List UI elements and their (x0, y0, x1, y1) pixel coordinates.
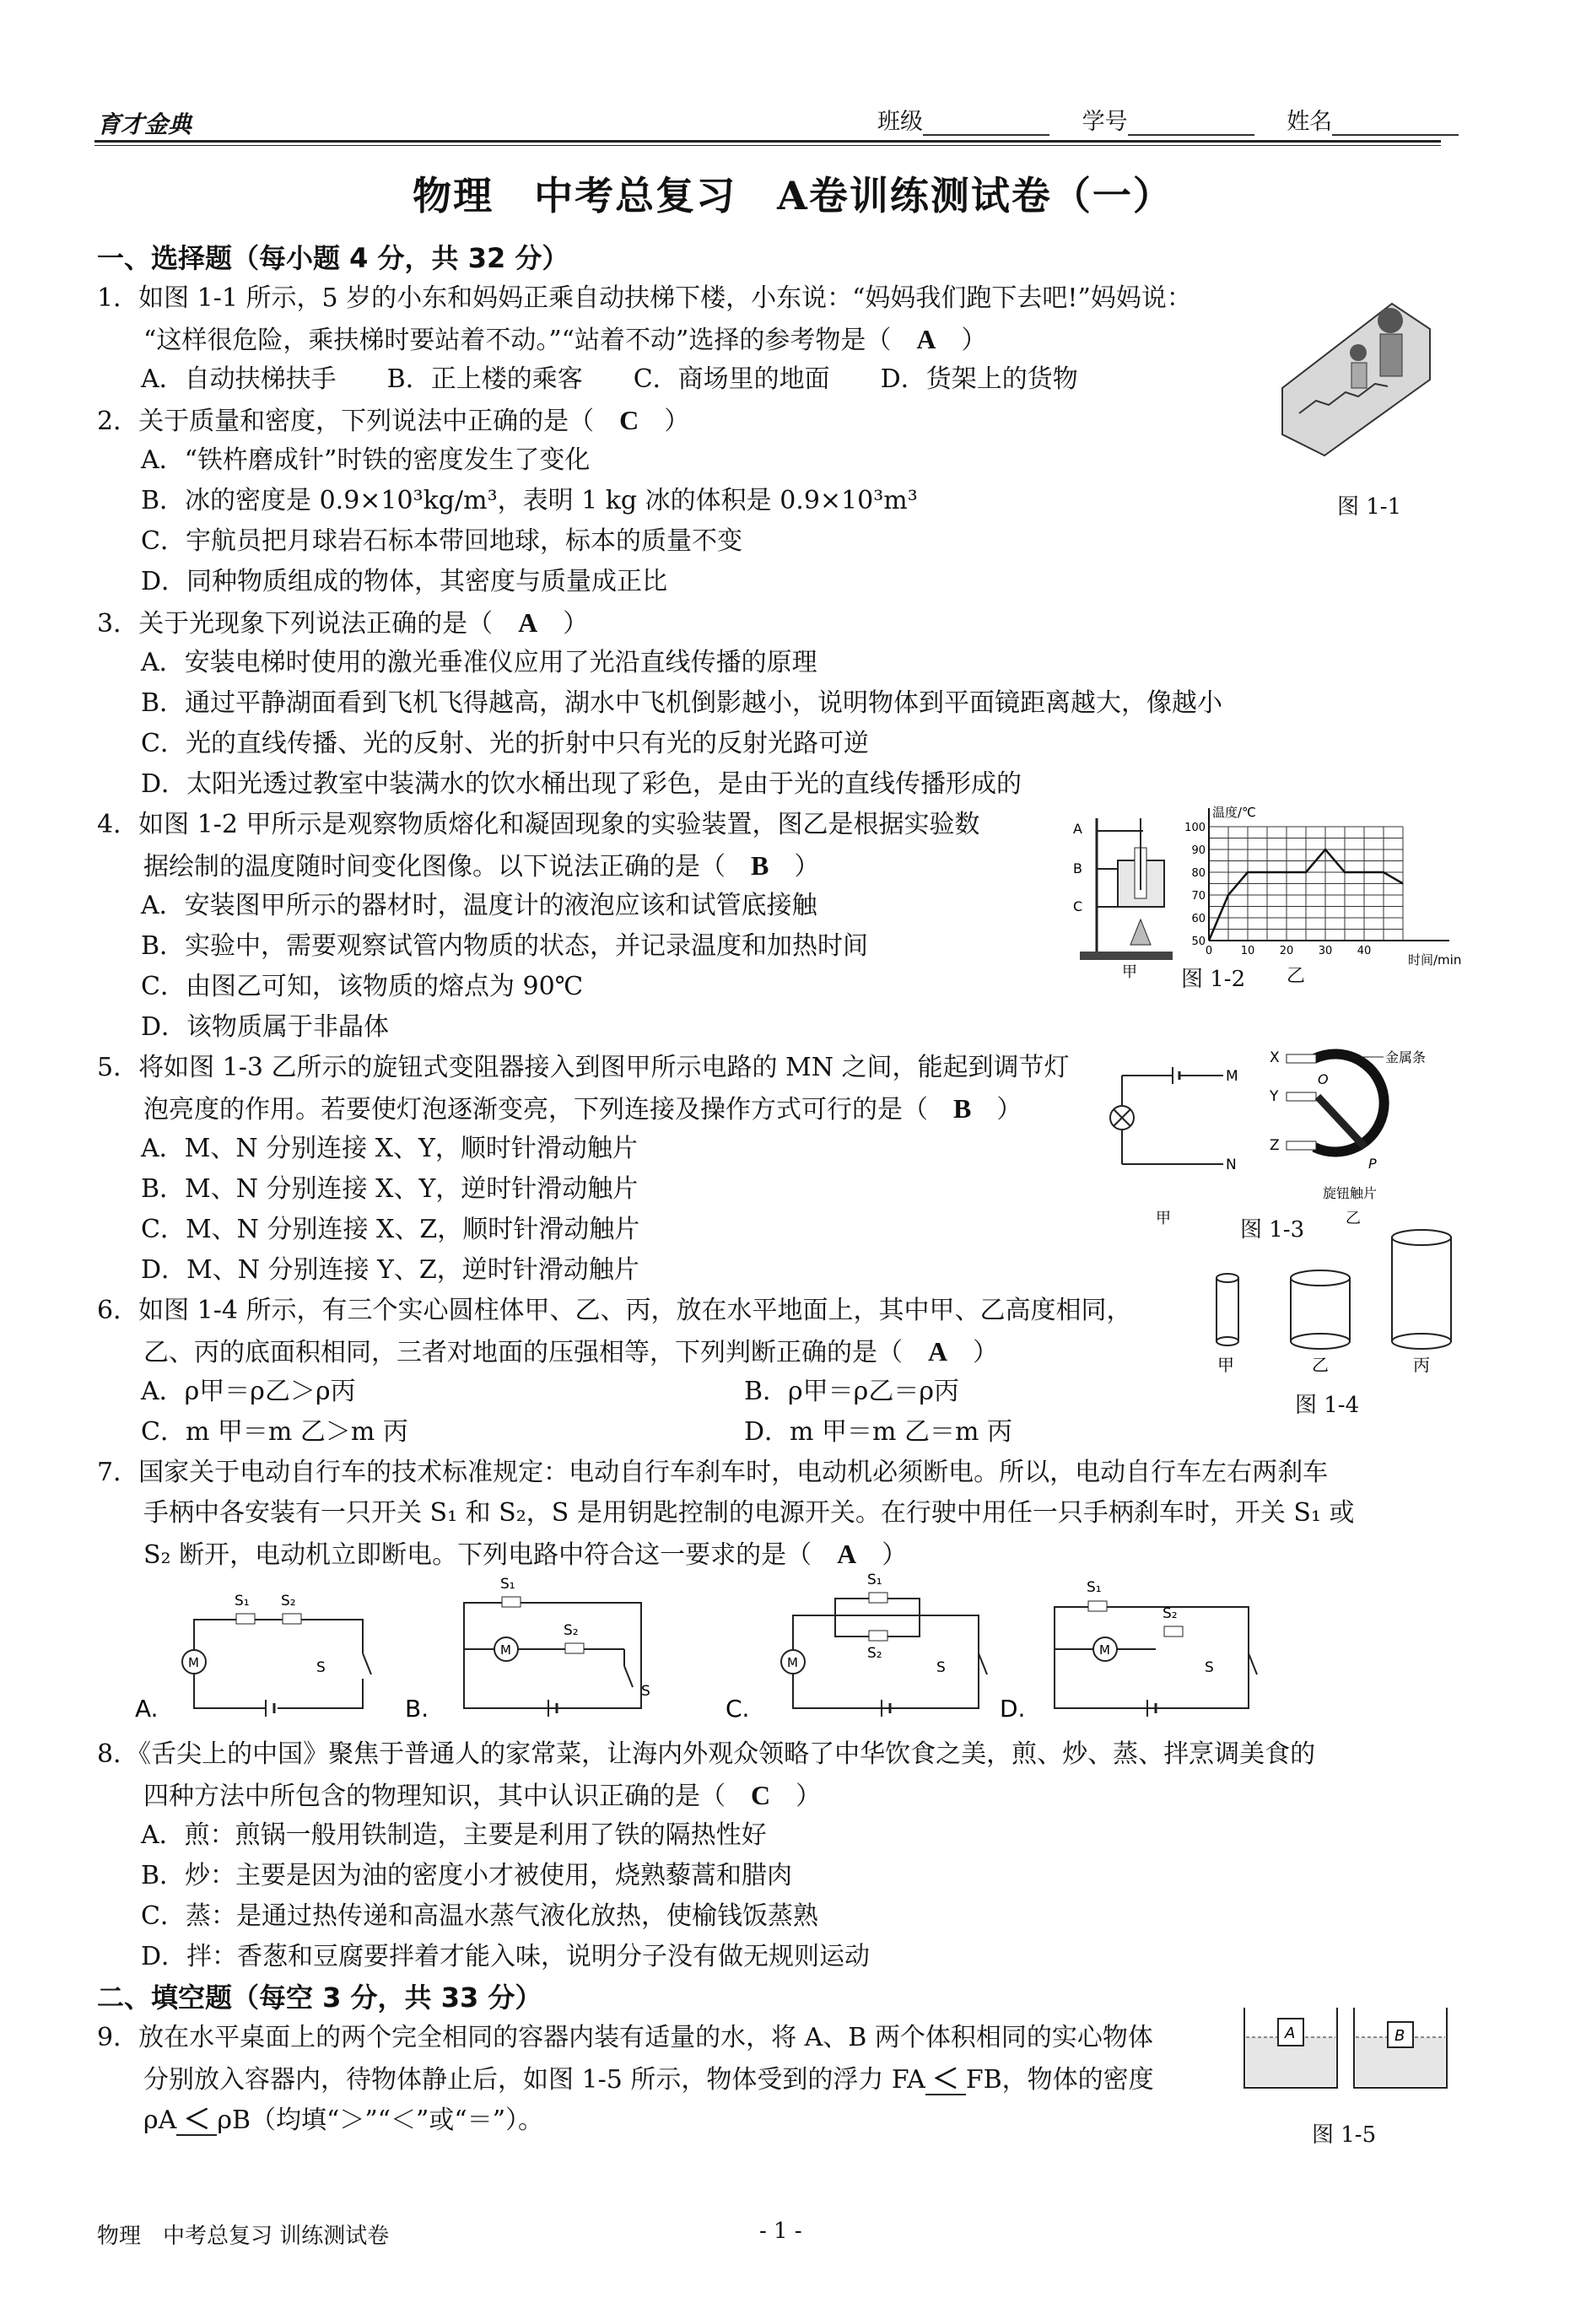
cylinders-figure (1198, 1227, 1468, 1379)
q1-answer: A (916, 324, 936, 354)
stand-label-a: A (1073, 821, 1082, 837)
q8-answer: C (751, 1780, 771, 1810)
q9-stem: 9．放在水平桌面上的两个完全相同的容器内装有适量的水，将 A、B 两个体积相同的实心物体 (97, 2023, 1153, 2052)
cylinder-yi (1291, 1270, 1350, 1349)
q3-option-b: B．通过平静湖面看到飞机飞得越高，湖水中飞机倒影越小，说明物体到平面镜距离越大，像越小 (141, 688, 1223, 718)
section-heading-choice: 一、选择题（每小题 4 分，共 32 分） (97, 242, 569, 274)
circuit-d-s2-icon (1164, 1626, 1183, 1637)
circuit-c-option-label: C. (726, 1695, 750, 1723)
terminal-x (1287, 1054, 1316, 1063)
escalator-figure (1265, 287, 1443, 464)
circuit-d-key-switch (1249, 1653, 1257, 1674)
figure-1-2-caption: 图 1-2 (1181, 967, 1246, 992)
q9-stem-3: ρA ＜ ρB（均填“＞”“＜”或“＝”）。 (143, 2104, 544, 2135)
q7-stem-3: S₂ 断开，电动机立即断电。下列电路中符合这一要求的是（ A ） (143, 1539, 908, 1570)
stand-label-c: C (1073, 898, 1083, 914)
cylinder-jia (1216, 1274, 1238, 1345)
y-tick-label: 80 (1191, 867, 1206, 880)
q8-stem-2: 四种方法中所包含的物理知识，其中认识正确的是（ C ） (143, 1780, 822, 1811)
x-tick-label: 20 (1279, 945, 1294, 957)
stand-base (1080, 952, 1173, 960)
q5-stem: 5．将如图 1-3 乙所示的旋钮式变阻器接入到图甲所示电路的 MN 之间，能起到调节灯 (97, 1053, 1070, 1082)
floating-objects-figure (1240, 2003, 1459, 2122)
knob-contact-label: P (1368, 1156, 1377, 1172)
circuit-a-s2-label: S₂ (281, 1593, 296, 1610)
q3-answer: A (518, 607, 538, 638)
q9-answer-1: ＜ (925, 2063, 966, 2095)
page-number: - 1 - (759, 2219, 802, 2244)
terminal-n-label: N (1226, 1157, 1237, 1173)
figure-1-1-caption: 图 1-1 (1337, 494, 1402, 520)
circuit-a-s1-label: S₁ (235, 1593, 250, 1610)
terminal-x-label: X (1270, 1049, 1280, 1066)
circuit-b-motor-label: M (500, 1642, 511, 1658)
circuit-d-s1-icon (1088, 1601, 1107, 1611)
q7-stem-2: 手柄中各安装有一只开关 S₁ 和 S₂，S 是用钥匙控制的电源开关。在行驶中用任一只手柄刹车时，开关 S₁ 或 (143, 1498, 1355, 1528)
x-tick-label: 10 (1240, 945, 1255, 957)
temperature-time-chart (1177, 801, 1468, 970)
header-rule (94, 140, 1441, 143)
q2-option-d: D．同种物质组成的物体，其密度与质量成正比 (141, 567, 668, 596)
q3-option-d: D．太阳光透过教室中装满水的饮水桶出现了彩色，是由于光的直线传播形成的 (141, 769, 1022, 799)
circuit-b-s2-icon (565, 1643, 584, 1653)
knob-pivot-label: O (1318, 1071, 1329, 1087)
knob-label-yi: 乙 (1346, 1210, 1361, 1227)
x-tick-label: 30 (1318, 945, 1333, 957)
circuit-label-jia: 甲 (1156, 1210, 1171, 1227)
q8-option-c: C．蒸：是通过热传递和高温水蒸气液化放热，使榆钱饭蒸熟 (141, 1901, 818, 1931)
child-head (1350, 344, 1367, 361)
circuit-b-s2-label: S₂ (564, 1622, 579, 1639)
q5-option-b: B．M、N 分别连接 X、Y，逆时针滑动触片 (141, 1174, 639, 1204)
x-axis-title: 时间/min (1408, 952, 1462, 968)
header-rule-thin (94, 145, 1441, 146)
q6-option-d: D．m 甲＝m 乙＝m 丙 (744, 1417, 1013, 1447)
circuit-b-option-label: B. (405, 1695, 429, 1723)
q3-stem: 3．关于光现象下列说法正确的是（ A ） (97, 607, 589, 639)
q3-option-a: A．安装电梯时使用的激光垂准仪应用了光沿直线传播的原理 (141, 648, 817, 677)
circuit-d (1000, 1579, 1257, 1723)
q6-stem-2: 乙、丙的底面积相同，三者对地面的压强相等，下列判断正确的是（ A ） (143, 1336, 999, 1367)
class-blank (923, 116, 1049, 136)
cylinder-bing-label: 丙 (1413, 1355, 1430, 1375)
circuit-a-option-label: A. (135, 1695, 159, 1723)
circuit-c (726, 1572, 987, 1723)
circuit-a-motor-label: M (188, 1655, 199, 1670)
melting-apparatus-figure (1071, 810, 1190, 979)
circuit-c-s1-label: S₁ (867, 1572, 882, 1588)
figure-1-4-caption: 图 1-4 (1295, 1393, 1360, 1418)
q5-option-d: D．M、N 分别连接 Y、Z，逆时针滑动触片 (141, 1255, 639, 1285)
y-tick-label: 90 (1191, 844, 1206, 857)
circuit-c-key-label: S (936, 1659, 946, 1676)
q4-answer: B (751, 850, 769, 881)
footer-text: 物理 中考总复习 训练测试卷 (97, 2224, 390, 2249)
terminal-y-label: Y (1270, 1088, 1279, 1105)
figure-1-5-caption: 图 1-5 (1312, 2122, 1377, 2148)
q8-stem: 8．《舌尖上的中国》聚焦于普通人的家常菜，让海内外观众领略了中华饮食之美，煎、炒、蒸、拌烹调美食的 (97, 1739, 1316, 1769)
knob-slider (1318, 1097, 1365, 1147)
q4-option-b: B．实验中，需要观察试管内物质的状态，并记录温度和加热时间 (141, 931, 869, 961)
q7-answer: A (837, 1539, 857, 1569)
apparatus-label-jia: 甲 (1122, 963, 1137, 979)
q2-stem: 2．关于质量和密度，下列说法中正确的是（ C ） (97, 405, 690, 436)
q4-option-d: D．该物质属于非晶体 (141, 1012, 390, 1042)
circuit-b (405, 1576, 650, 1723)
name-blank (1332, 116, 1459, 136)
q6-stem: 6．如图 1-4 所示，有三个实心圆柱体甲、乙、丙，放在水平地面上，其中甲、乙高度相同， (97, 1296, 1132, 1325)
cylinder-yi-label: 乙 (1312, 1355, 1329, 1375)
circuit-c-s2-label: S₂ (867, 1645, 882, 1662)
circuit-a-key-label: S (316, 1659, 326, 1676)
circuit-a-s1-icon (236, 1614, 255, 1624)
q4-option-a: A．安装图甲所示的器材时，温度计的液泡应该和试管底接触 (141, 891, 817, 920)
id-blank (1128, 116, 1254, 136)
q5-stem-2: 泡亮度的作用。若要使灯泡逐渐变亮，下列连接及操作方式可行的是（ B ） (143, 1093, 1022, 1124)
circuit-b-s1-icon (502, 1597, 521, 1607)
knob-slider-label: 旋钮触片 (1323, 1185, 1378, 1201)
circuit-d-option-label: D. (1000, 1695, 1026, 1723)
y-tick-label: 50 (1191, 936, 1206, 948)
q6-answer: A (928, 1336, 948, 1367)
metal-strip-label: 金属条 (1385, 1049, 1427, 1065)
id-label: 学号 (1082, 109, 1128, 135)
q7-stem: 7．国家关于电动自行车的技术标准规定：电动自行车刹车时，电动机必须断电。所以，电动自行车左右两刹车 (97, 1458, 1329, 1487)
q4-stem-2: 据绘制的温度随时间变化图像。以下说法正确的是（ B ） (143, 850, 820, 882)
x-tick-label: 0 (1205, 945, 1213, 957)
q5-option-c: C．M、N 分别连接 X、Z，顺时针滑动触片 (141, 1215, 640, 1244)
y-tick-label: 60 (1191, 913, 1206, 925)
mother-body (1380, 334, 1402, 376)
circuit-b-key-label: S (641, 1683, 650, 1700)
circuit-b-key-switch (624, 1666, 633, 1687)
q8-option-d: D．拌：香葱和豆腐要拌着才能入味，说明分子没有做无规则运动 (141, 1942, 871, 1971)
q8-option-b: B．炒：主要是因为油的密度小才被使用，烧熟藜蒿和腊肉 (141, 1861, 793, 1890)
q6-options-cd (97, 1412, 1447, 1453)
cylinder-jia-label: 甲 (1217, 1355, 1234, 1375)
object-b-label: B (1394, 2027, 1405, 2045)
q1-options: A．自动扶梯扶手 B．正上楼的乘客 C．商场里的地面 D．货架上的货物 (141, 364, 1078, 394)
q2-option-b: B．冰的密度是 0.9×10³kg/m³，表明 1 kg 冰的体积是 0.9×10³m³ (141, 486, 918, 515)
circuit-c-key-switch (979, 1653, 987, 1674)
q6-option-c: C．m 甲＝m 乙＞m 丙 (141, 1417, 408, 1447)
circuit-c-s1-icon (869, 1593, 887, 1603)
q2-answer: C (619, 405, 639, 435)
q5-answer: B (953, 1093, 972, 1124)
terminal-z-label: Z (1270, 1137, 1280, 1154)
circuit-d-key-label: S (1205, 1659, 1214, 1676)
q6-option-a: A．ρ甲＝ρ乙＞ρ丙 (141, 1377, 356, 1406)
rheostat-figure (1097, 1033, 1476, 1227)
circuit-d-s1-label: S₁ (1087, 1579, 1102, 1596)
section-heading-fill: 二、填空题（每空 3 分，共 33 分） (97, 1982, 542, 2014)
burner-flame (1130, 919, 1151, 945)
q2-option-c: C．宇航员把月球岩石标本带回地球，标本的质量不变 (141, 526, 742, 556)
y-axis-title: 温度/℃ (1212, 805, 1256, 820)
container-b (1354, 2008, 1447, 2088)
q6-option-b: B．ρ甲＝ρ乙＝ρ丙 (744, 1377, 959, 1406)
q4-option-c: C．由图乙可知，该物质的熔点为 90℃ (141, 972, 584, 1001)
q9-answer-2: ＜ (176, 2104, 217, 2136)
brand-label: 育才金典 (97, 111, 192, 138)
circuit-a (135, 1593, 378, 1723)
circuit-b-s1-label: S₁ (500, 1576, 515, 1593)
q7-circuit-options (135, 1565, 1282, 1725)
cylinder-bing (1392, 1230, 1451, 1349)
q3-option-c: C．光的直线传播、光的反射、光的折射中只有光的反射光路可逆 (141, 729, 869, 758)
circuit-c-motor-label: M (787, 1655, 798, 1670)
chart-label-yi: 乙 (1287, 966, 1306, 987)
q4-stem: 4．如图 1-2 甲所示是观察物质熔化和凝固现象的实验装置，图乙是根据实验数 (97, 810, 980, 839)
q5-option-a: A．M、N 分别连接 X、Y，顺时针滑动触片 (141, 1134, 638, 1163)
terminal-m-label: M (1226, 1068, 1238, 1085)
chart-ticks (1184, 822, 1371, 957)
y-tick-label: 70 (1191, 890, 1206, 903)
child-body (1351, 363, 1367, 388)
object-a-label: A (1285, 2025, 1296, 2042)
circuit-d-motor-label: M (1099, 1642, 1110, 1658)
circuit-c-s2-icon (869, 1631, 887, 1641)
y-tick-label: 100 (1184, 822, 1206, 834)
q1-stem-2: “这样很危险，乘扶梯时要站着不动。”“站着不动”选择的参考物是（ A ） (143, 324, 987, 355)
q1-stem: 1．如图 1-1 所示，5 岁的小东和妈妈正乘自动扶梯下楼，小东说：“妈妈我们跑下去吧!”妈妈说： (97, 283, 1192, 313)
class-label: 班级 (877, 109, 923, 135)
mother-head (1378, 308, 1403, 333)
terminal-y (1287, 1092, 1316, 1101)
x-tick-label: 40 (1357, 945, 1372, 957)
circuit-d-s2-label: S₂ (1163, 1605, 1178, 1622)
figure-1-3-caption: 图 1-3 (1240, 1217, 1305, 1243)
q2-option-a: A．“铁杵磨成针”时铁的密度发生了变化 (141, 445, 591, 475)
student-info-fields (877, 103, 1484, 136)
circuit-a-s2-icon (283, 1614, 301, 1624)
name-label: 姓名 (1287, 109, 1333, 135)
terminal-z (1287, 1141, 1316, 1150)
q9-stem-2: 分别放入容器内，待物体静止后，如图 1-5 所示，物体受到的浮力 FA ＜ FB，物体的密度 (143, 2063, 1154, 2095)
container-a (1244, 2008, 1337, 2088)
q8-option-a: A．煎：煎锅一般用铁制造，主要是利用了铁的隔热性好 (141, 1820, 767, 1850)
stand-label-b: B (1073, 860, 1082, 876)
page-title: 物理 中考总复习 A卷训练测试卷（一） (413, 173, 1173, 218)
